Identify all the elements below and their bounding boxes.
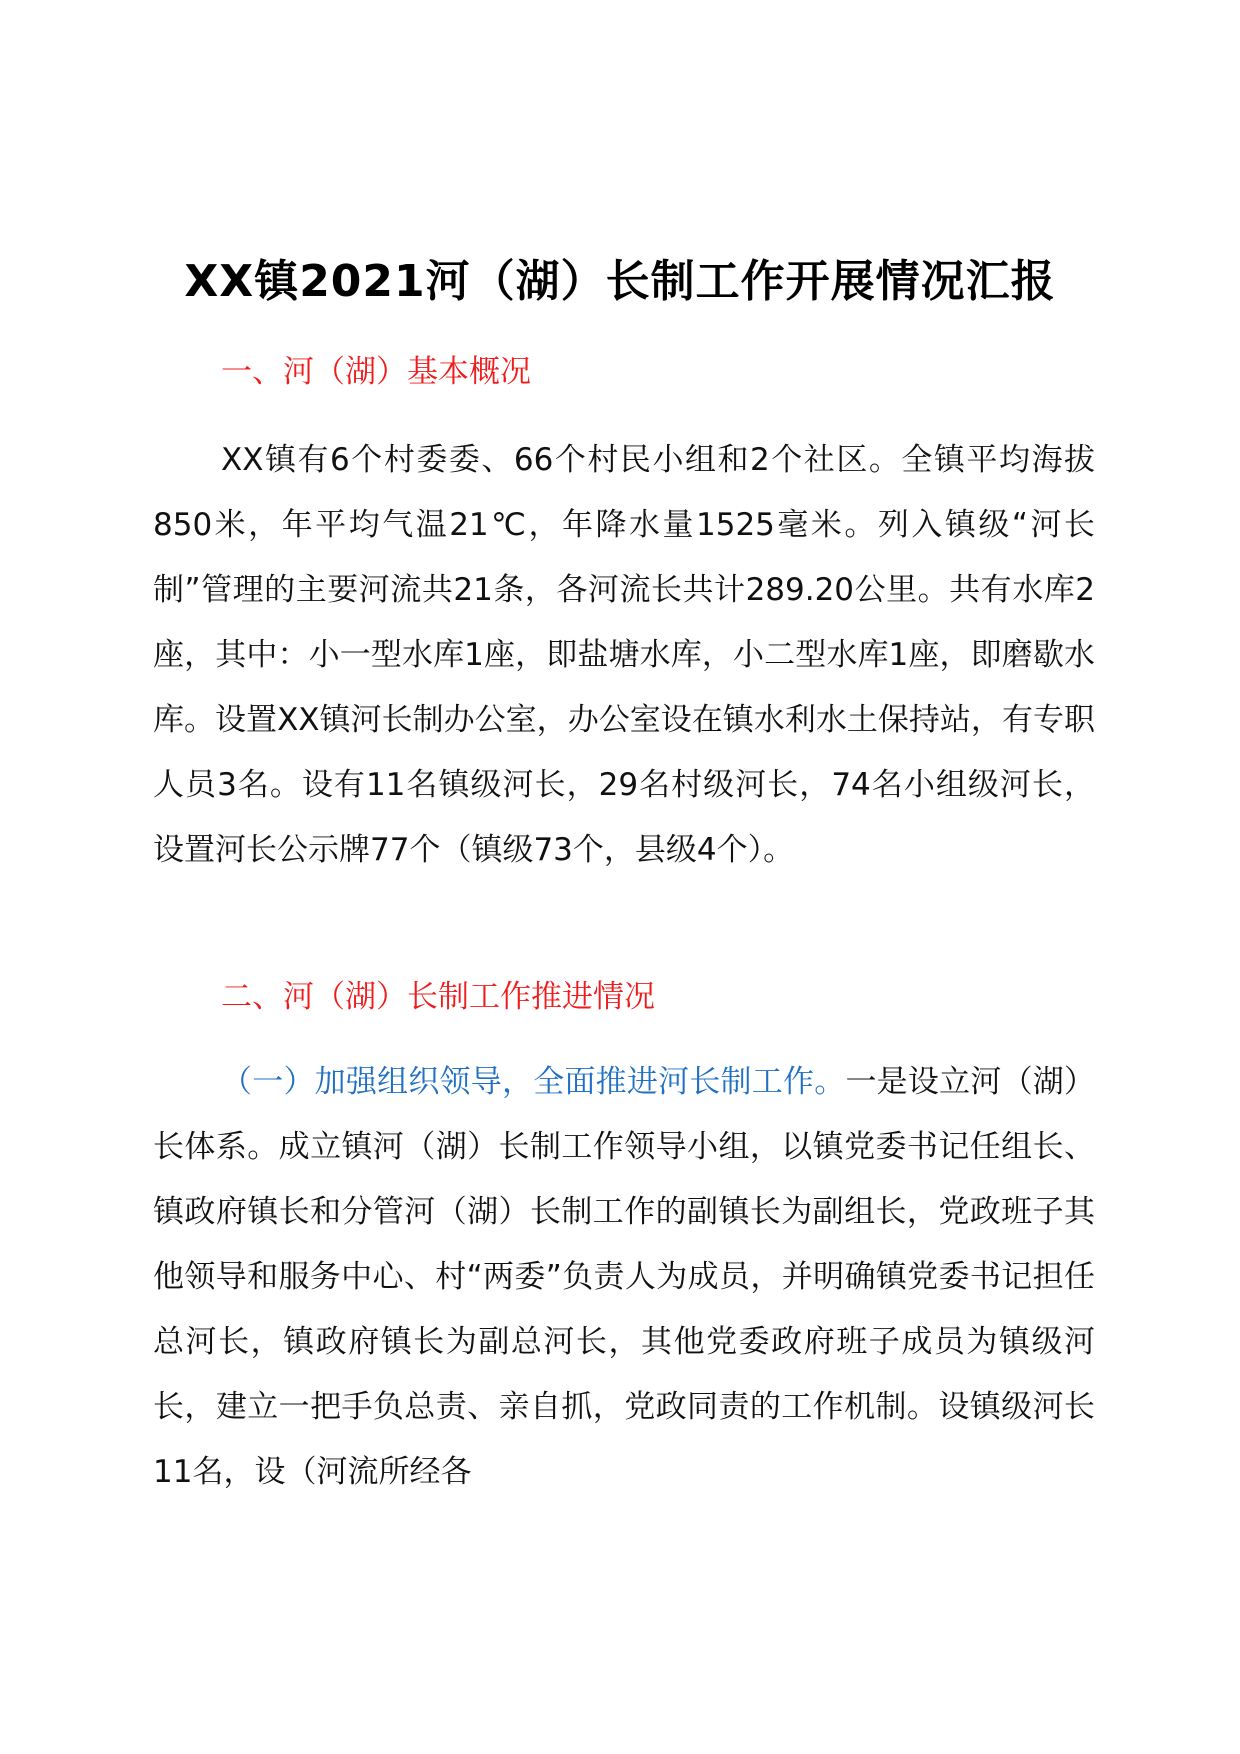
section-heading-progress: 二、河（湖）长制工作推进情况 <box>221 979 655 1015</box>
overview-paragraph: XX镇有6个村委委、66个村民小组和2个社区。全镇平均海拔850米，年平均气温21℃，年降水量1525毫米。列入镇级“河长制”管理的主要河流共21条，各河流长共计289.20公里。共有水库2座，其中：小一型水库1座，即盐塘水库，小二型水库1座，即磨歇水库。设置XX镇河长制办公室，办公室设在镇水利水土保持站，有专职人员3名。设有11名镇级河长，29名村级河长，74名小组级河长，设置河长公示牌77个（镇级73个，县级4个）。 <box>153 442 1095 868</box>
subsection-heading-organization: （一）加强组织领导，全面推进河长制工作。 <box>221 1064 846 1100</box>
section-heading-overview: 一、河（湖）基本概况 <box>221 354 531 390</box>
progress-paragraph <box>153 1050 1095 1505</box>
organization-paragraph-text: 一是设立河（湖）长体系。成立镇河（湖）长制工作领导小组，以镇党委书记任组长、镇政府镇长和分管河（湖）长制工作的副镇长为副组长，党政班子其他领导和服务中心、村“两委”负责人为成员，并明确镇党委书记担任总河长，镇政府镇长为副总河长，其他党委政府班子成员为镇级河长，建立一把手负总责、亲自抓，党政同责的工作机制。设镇级河长11名，设（河流所经各 <box>153 1064 1096 1490</box>
document-title: XX镇2021河（湖）长制工作开展情况汇报 <box>184 256 1056 307</box>
